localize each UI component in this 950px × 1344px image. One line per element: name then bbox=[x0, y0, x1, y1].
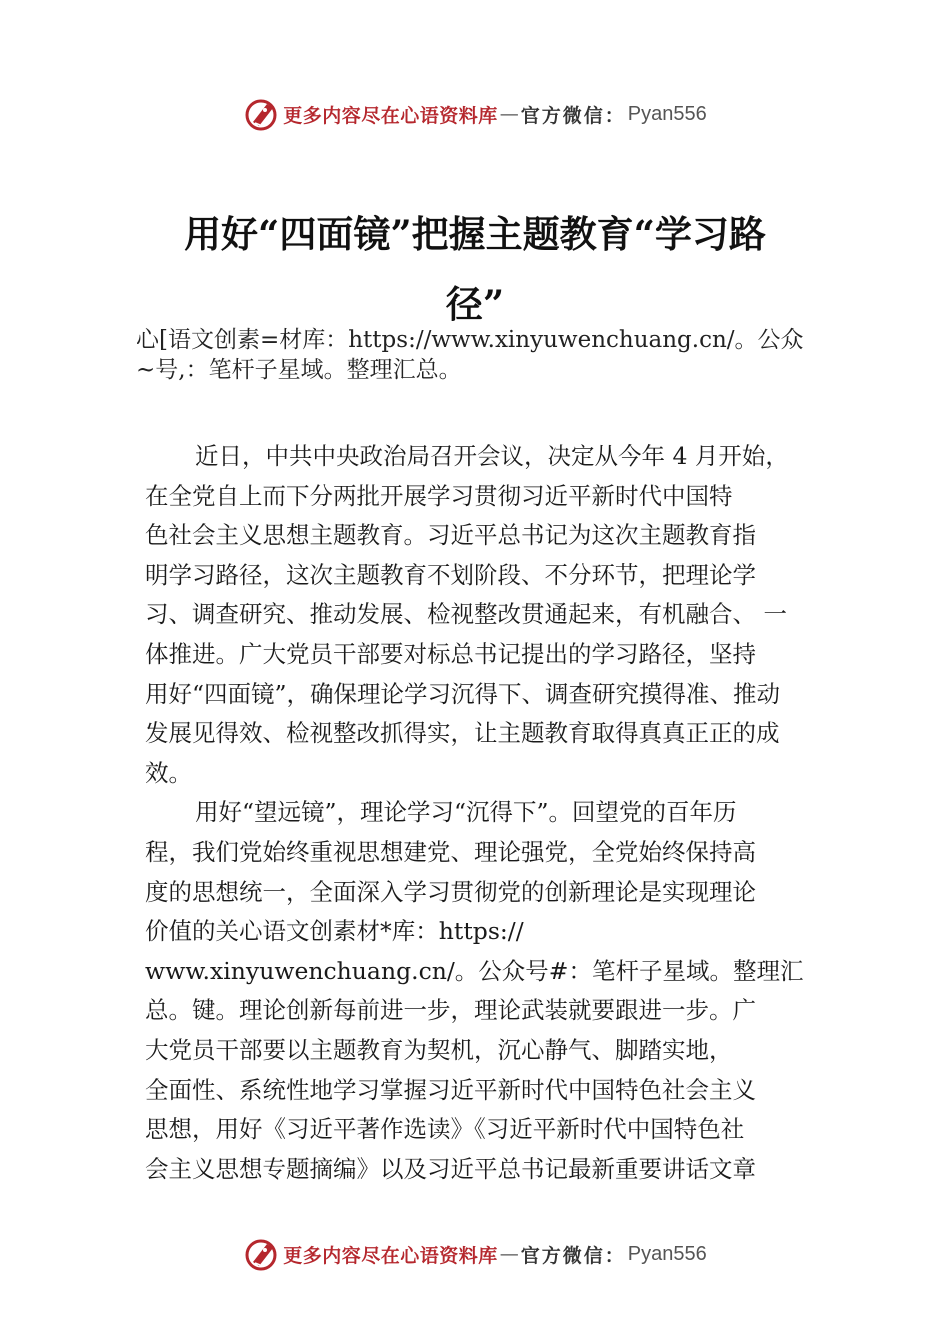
banner-wechat-id: Pyan556 bbox=[627, 102, 707, 125]
banner-separator: — bbox=[499, 103, 519, 125]
banner-wechat-label: 官方微信： bbox=[520, 104, 626, 127]
body-text-line: 效。 bbox=[145, 758, 192, 787]
banner-brand-text: 更多内容尽在心语资料库 bbox=[283, 1244, 498, 1267]
banner-wechat-id: Pyan556 bbox=[627, 1242, 707, 1265]
body-text-line: 色社会主义思想主题教育。习近平总书记为这次主题教育指 bbox=[145, 521, 756, 550]
body-text-line: 会主义思想专题摘编》以及习近平总书记最新重要讲话文章 bbox=[145, 1154, 756, 1183]
pen-nib-logo-icon bbox=[243, 96, 279, 132]
body-text-line: 在全党自上而下分两批开展学习贯彻习近平新时代中国特 bbox=[145, 481, 733, 510]
body-text-line: 总。键。理论创新每前进一步，理论武装就要跟进一步。广 bbox=[145, 996, 756, 1025]
body-text-line: 程，我们党始终重视思想建党、理论强党，全党始终保持高 bbox=[145, 837, 756, 866]
pen-nib-logo-icon bbox=[243, 1236, 279, 1272]
body-text-line: 思想，用好《习近平著作选读》《习近平新时代中国特色社 bbox=[145, 1115, 745, 1144]
body-text-line: 发展见得效、检视整改抓得实，让主题教育取得真真正正的成 bbox=[145, 719, 780, 748]
document-title-line-2: 径” bbox=[445, 282, 505, 326]
source-note bbox=[136, 325, 836, 385]
source-note-line-1: 心[语文创素=材库：https://www.xinyuwenchuang.cn/。公众 bbox=[136, 327, 804, 353]
body-text-line: www.xinyuwenchuang.cn/。公众号#：笔杆子星域。整理汇 bbox=[145, 956, 804, 985]
body-text-line: 大党员干部要以主题教育为契机，沉心静气、脚踏实地， bbox=[145, 1035, 733, 1064]
body-text-line: 习、调查研究、推动发展、检视整改贯通起来，有机融合、 一 bbox=[145, 600, 787, 629]
body-text-line: 用好“望远镜”，理论学习“沉得下”。回望党的百年历 bbox=[195, 798, 737, 827]
banner-wechat-label: 官方微信： bbox=[520, 1244, 626, 1267]
body-text-line: 价值的关心语文创素材*库：https:// bbox=[145, 917, 524, 946]
body-text-line: 用好“四面镜”，确保理论学习沉得下、调查研究摸得准、推动 bbox=[145, 679, 781, 708]
banner-separator: — bbox=[499, 1243, 519, 1265]
footer-banner bbox=[0, 1234, 950, 1274]
banner-brand-text: 更多内容尽在心语资料库 bbox=[283, 104, 498, 127]
body-text-line: 全面性、系统性地学习掌握习近平新时代中国特色社会主义 bbox=[145, 1075, 756, 1104]
document-body bbox=[145, 437, 825, 1189]
body-text-line: 近日，中共中央政治局召开会议，决定从今年 4 月开始， bbox=[195, 442, 789, 470]
body-text-line: 度的思想统一，全面深入学习贯彻党的创新理论是实现理论 bbox=[145, 877, 756, 906]
document-title-line-1: 用好“四面镜”把握主题教育“学习路 bbox=[184, 212, 766, 256]
header-banner bbox=[0, 94, 950, 134]
source-note-line-2: ~号,：笔杆子星域。整理汇总。 bbox=[136, 357, 462, 383]
body-text-line: 明学习路径，这次主题教育不划阶段、不分环节，把理论学 bbox=[145, 560, 756, 589]
body-text-line: 体推进。广大党员干部要对标总书记提出的学习路径，坚持 bbox=[145, 639, 756, 668]
